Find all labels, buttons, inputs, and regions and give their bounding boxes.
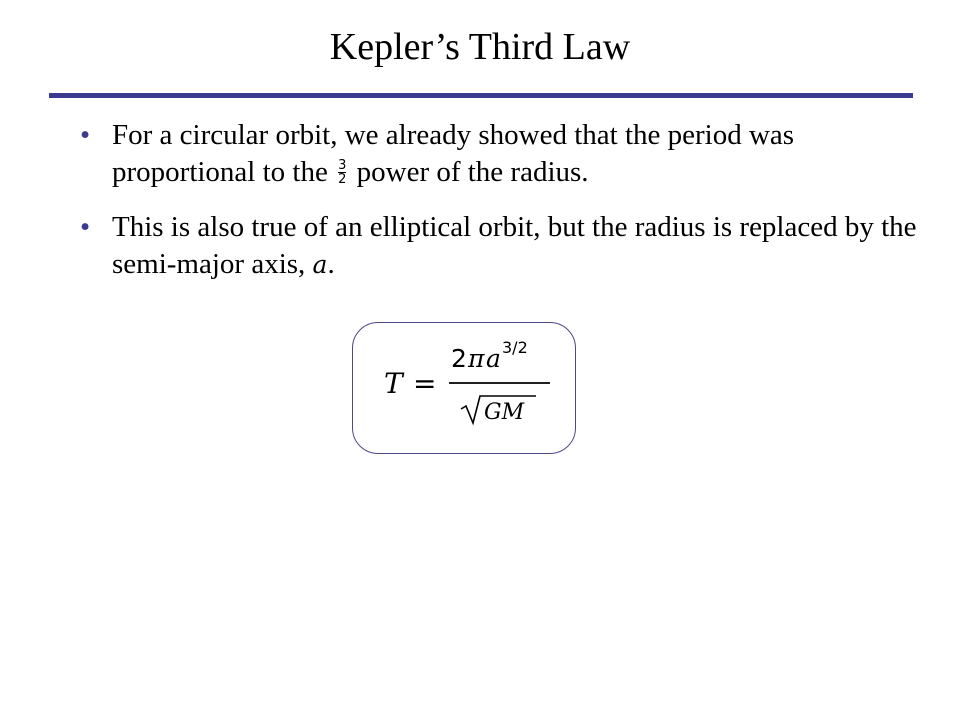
three-halves-fraction <box>338 159 346 186</box>
title-divider <box>49 93 913 98</box>
bullet-list <box>80 117 920 301</box>
bullet-text-1a: For a circular orbit, we already showed that the period was proportional to the <box>112 119 795 188</box>
formula-exponent: 3/2 <box>502 338 528 357</box>
formula-box <box>352 322 576 454</box>
slide-title: Kepler’s Third Law <box>329 26 631 68</box>
formula-equals: = <box>413 367 437 400</box>
bullet-item-circular-orbit <box>80 117 920 191</box>
bullet-text-2a: This is also true of an elliptical orbit, but the radius is replaced by the semi-major axis, <box>112 211 917 280</box>
semi-major-axis-var: a <box>312 250 328 279</box>
formula-coeff: 2 <box>451 344 467 373</box>
bullet-dot-icon: • <box>80 119 91 151</box>
bullet-item-elliptical-orbit <box>80 209 920 283</box>
formula-var-a: a <box>486 344 501 373</box>
bullet-text-1b: power of the radius. <box>349 156 589 188</box>
bullet-dot-icon: • <box>80 211 91 243</box>
bullet-text-2b: . <box>327 248 335 280</box>
formula-lhs: T <box>384 367 403 400</box>
formula-pi: π <box>468 344 485 373</box>
fraction-denominator: 2 <box>338 171 347 187</box>
kepler-formula <box>353 323 577 455</box>
formula-radicand: GM <box>484 400 525 425</box>
fraction-numerator: 3 <box>338 157 347 173</box>
